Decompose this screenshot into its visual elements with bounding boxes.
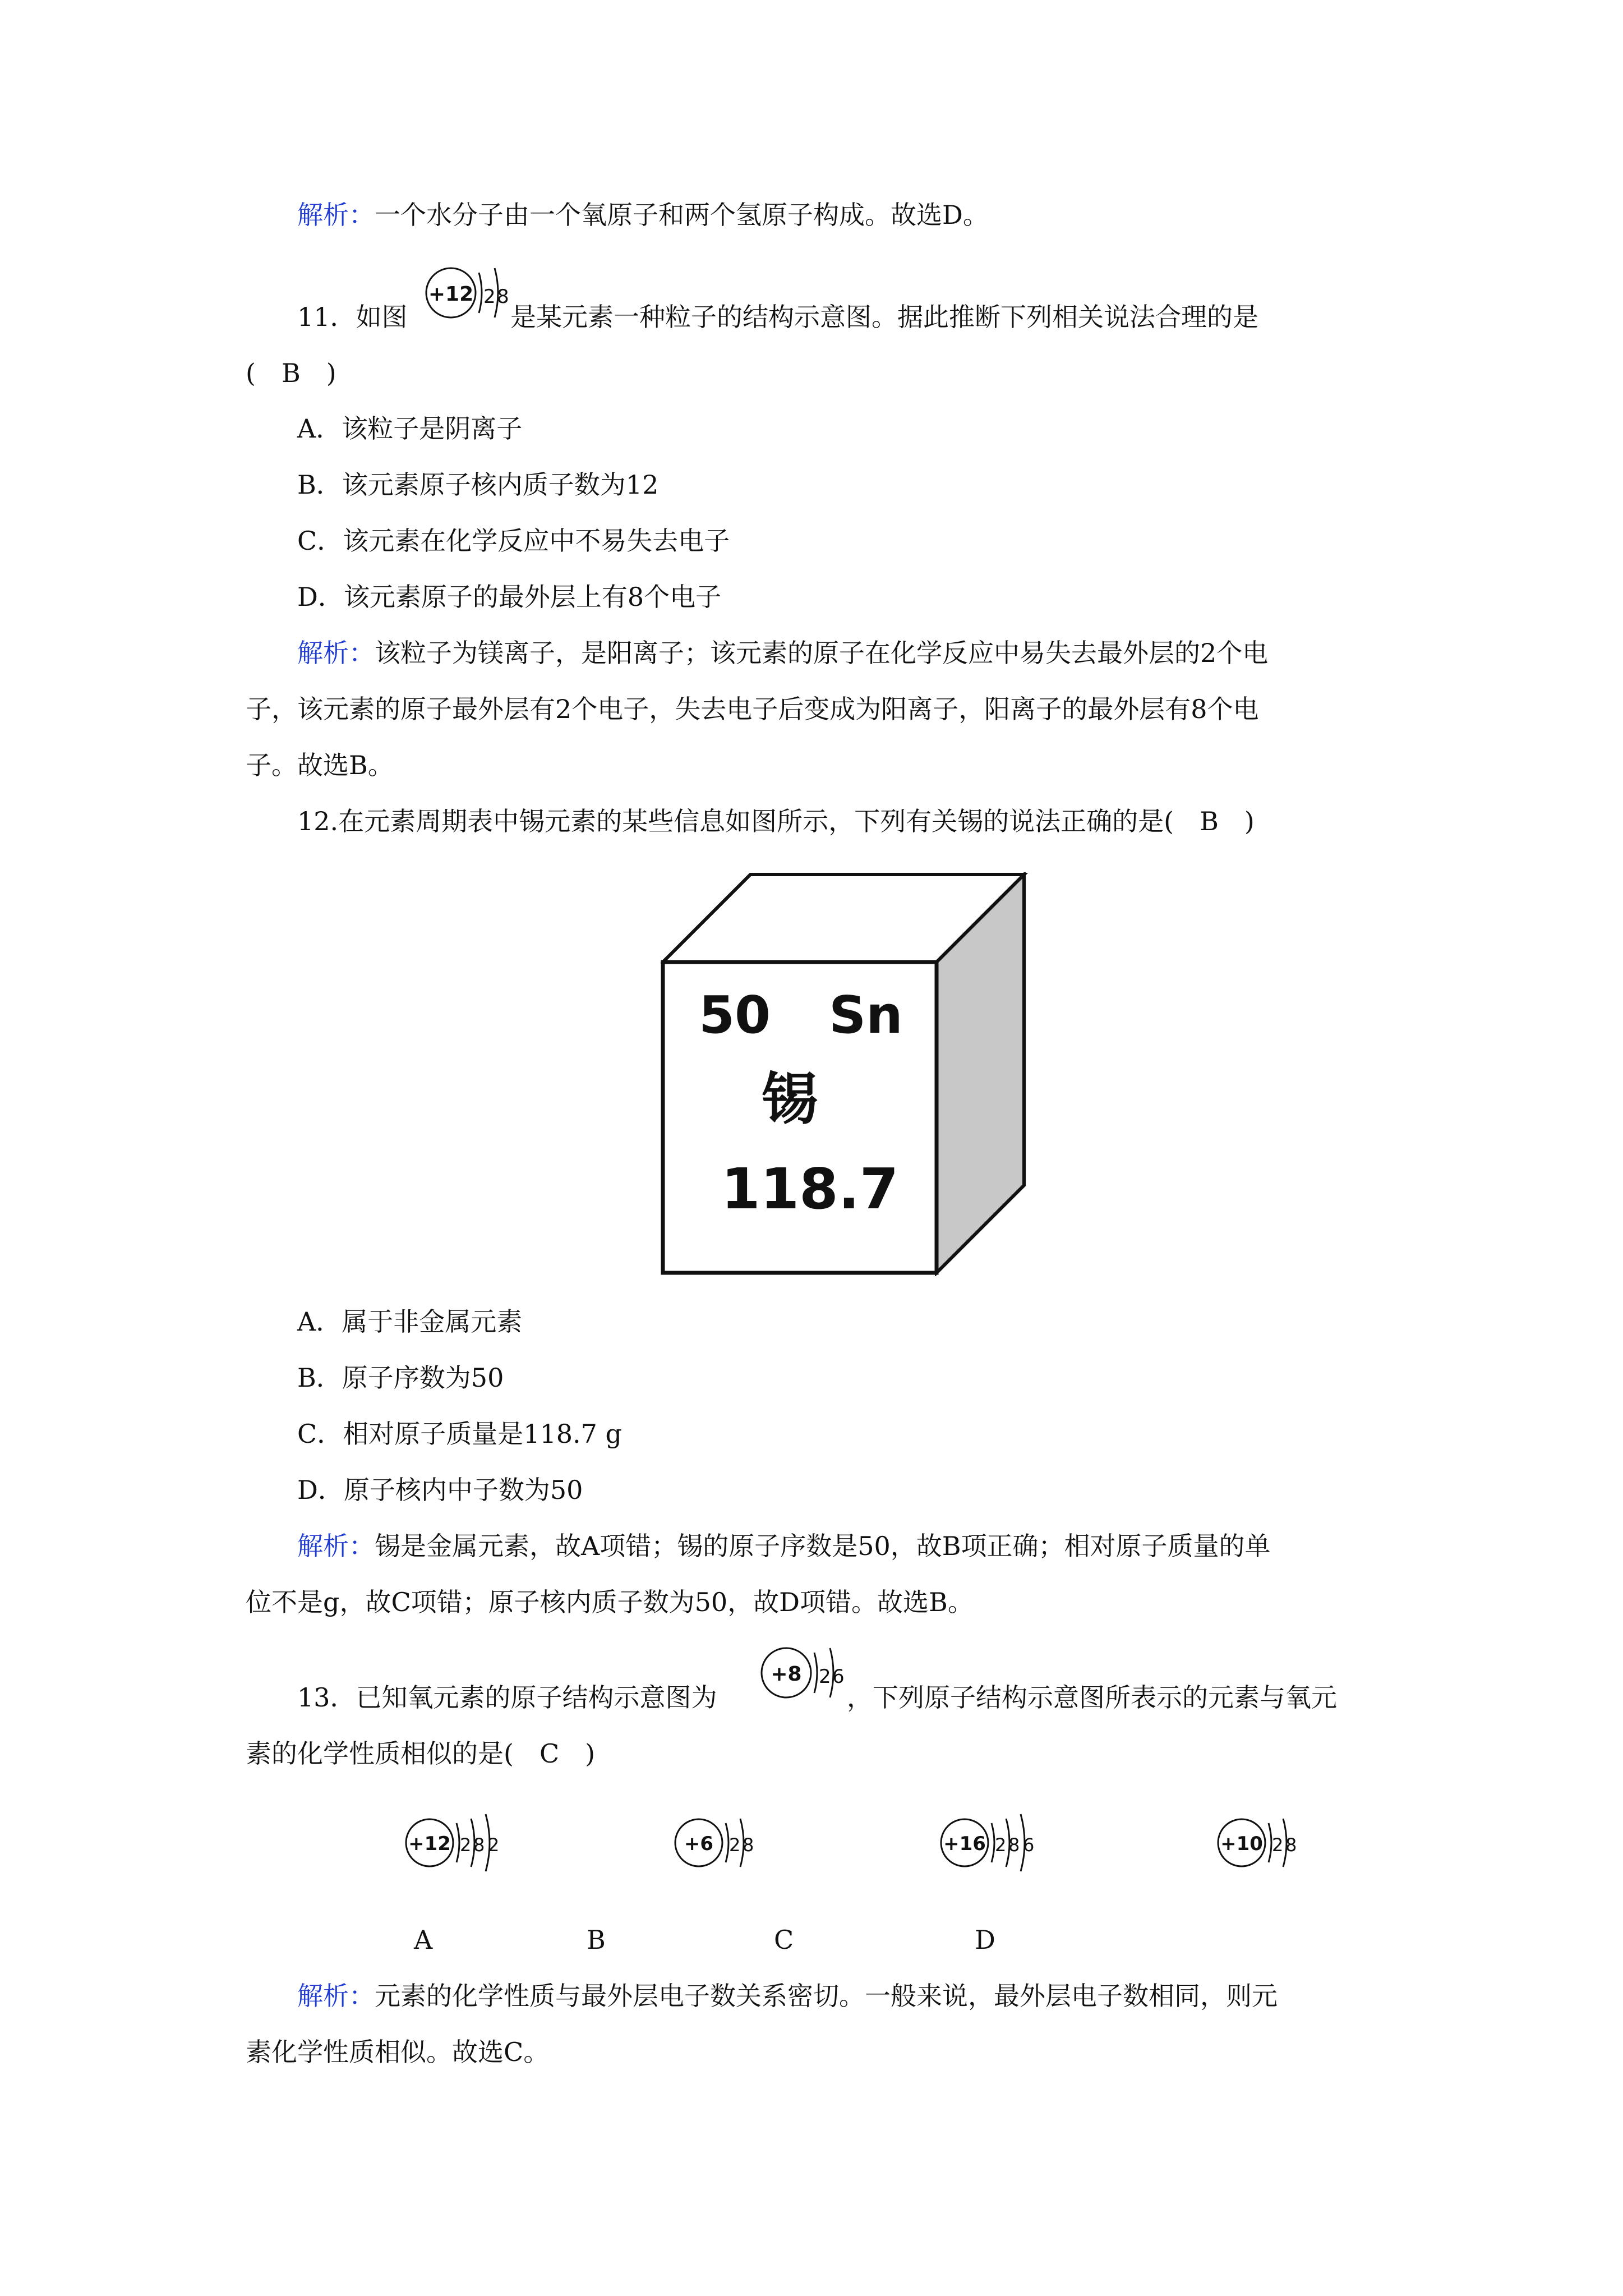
- q13-stem-line-2: 素的化学性质相似的是( C ): [246, 1738, 596, 1769]
- svg-text:2: 2: [488, 1834, 500, 1856]
- choice-d-diagram: [1214, 1812, 1315, 1885]
- q12-analysis-line-1: 解析：锡是金属元素，故A项错；锡的原子序数是50，故B项正确；相对原子质量的单: [297, 1531, 1271, 1561]
- q11-option-d: D．该元素原子的最外层上有8个电子: [297, 582, 722, 612]
- q11-stem-rest: 是某元素一种粒子的结构示意图。据此推断下列相关说法合理的是: [510, 302, 1258, 332]
- svg-text:2: 2: [460, 1834, 472, 1856]
- q12-option-d: D．原子核内中子数为50: [297, 1475, 583, 1505]
- svg-text:2: 2: [729, 1834, 741, 1856]
- oxygen-atom-diagram: [757, 1644, 847, 1717]
- atomic-mass: 118.7: [721, 1156, 899, 1222]
- atomic-number: 50: [699, 985, 771, 1045]
- q11-option-b: B．该元素原子核内质子数为12: [297, 470, 659, 500]
- q11-stem: [297, 300, 408, 334]
- choice-d-label: D: [975, 1925, 995, 1955]
- q13-analysis-line-2: 素化学性质相似。故选C。: [246, 2037, 550, 2067]
- choice-b-diagram: [671, 1812, 772, 1885]
- q11-analysis-line-1: 解析：该粒子为镁离子，是阳离子；该元素的原子在化学反应中易失去最外层的2个电: [297, 638, 1269, 668]
- analysis-label: 解析：: [297, 1531, 375, 1561]
- q12-analysis-line-2: 位不是g，故C项错；原子核内质子数为50，故D项错。故选B。: [246, 1587, 974, 1617]
- svg-text:+12: +12: [408, 1833, 451, 1855]
- shell-1: 2: [483, 286, 496, 308]
- q11-analysis-line-3: 子。故选B。: [246, 750, 394, 780]
- analysis-text: 一个水分子由一个氧原子和两个氢原子构成。故选D。: [375, 200, 989, 230]
- choice-c-diagram: [937, 1812, 1049, 1885]
- question-number: 13．已知氧元素的原子结构示意图为: [297, 1682, 717, 1713]
- q12-stem: 12.在元素周期表中锡元素的某些信息如图所示，下列有关锡的说法正确的是( B ): [297, 806, 1255, 836]
- q12-option-b: B．原子序数为50: [297, 1363, 504, 1393]
- svg-text:+10: +10: [1220, 1833, 1263, 1855]
- q11-option-a: A．该粒子是阴离子: [297, 413, 523, 444]
- element-name: 锡: [762, 1066, 818, 1132]
- choice-a-label: A: [414, 1925, 433, 1955]
- q11-answer: ( B ): [246, 358, 336, 388]
- svg-text:6: 6: [832, 1665, 845, 1688]
- svg-text:8: 8: [743, 1834, 754, 1856]
- svg-text:8: 8: [1285, 1834, 1297, 1856]
- nucleus-charge: +12: [428, 283, 474, 306]
- analysis-label: 解析：: [297, 638, 375, 668]
- shell-2: 8: [497, 286, 509, 308]
- q11-analysis-line-2: 子，该元素的原子最外层有2个电子，失去电子后变成为阳离子，阳离子的最外层有8个电: [246, 694, 1259, 724]
- analysis-label: 解析：: [297, 200, 375, 230]
- svg-text:+6: +6: [684, 1833, 714, 1855]
- element-symbol: Sn: [829, 985, 903, 1045]
- choice-c-label: C: [774, 1925, 794, 1955]
- q12-option-a: A．属于非金属元素: [297, 1306, 523, 1337]
- q13-analysis-line-1: 解析：元素的化学性质与最外层电子数关系密切。一般来说，最外层电子数相同，则元: [297, 1981, 1278, 2011]
- svg-text:2: 2: [995, 1834, 1007, 1856]
- element-tile-tin: [661, 872, 1031, 1276]
- choice-b-label: B: [587, 1925, 606, 1955]
- q13-stem: [297, 1681, 717, 1714]
- q10-analysis: [297, 198, 989, 232]
- choice-a-diagram: [402, 1812, 514, 1885]
- svg-text:+16: +16: [943, 1833, 986, 1855]
- svg-text:8: 8: [1008, 1834, 1020, 1856]
- svg-text:6: 6: [1023, 1834, 1035, 1856]
- atom-structure-diagram: [422, 264, 511, 337]
- q13-stem-rest: ，下列原子结构示意图所表示的元素与氧元: [847, 1682, 1337, 1713]
- question-number: 11．如图: [297, 302, 408, 332]
- analysis-label: 解析：: [297, 1981, 375, 2011]
- q11-option-c: C．该元素在化学反应中不易失去电子: [297, 526, 730, 556]
- q12-option-c: C．相对原子质量是118.7 g: [297, 1419, 622, 1449]
- svg-text:2: 2: [819, 1665, 831, 1688]
- svg-text:2: 2: [1272, 1834, 1284, 1856]
- svg-text:8: 8: [473, 1834, 485, 1856]
- svg-text:+8: +8: [771, 1663, 802, 1686]
